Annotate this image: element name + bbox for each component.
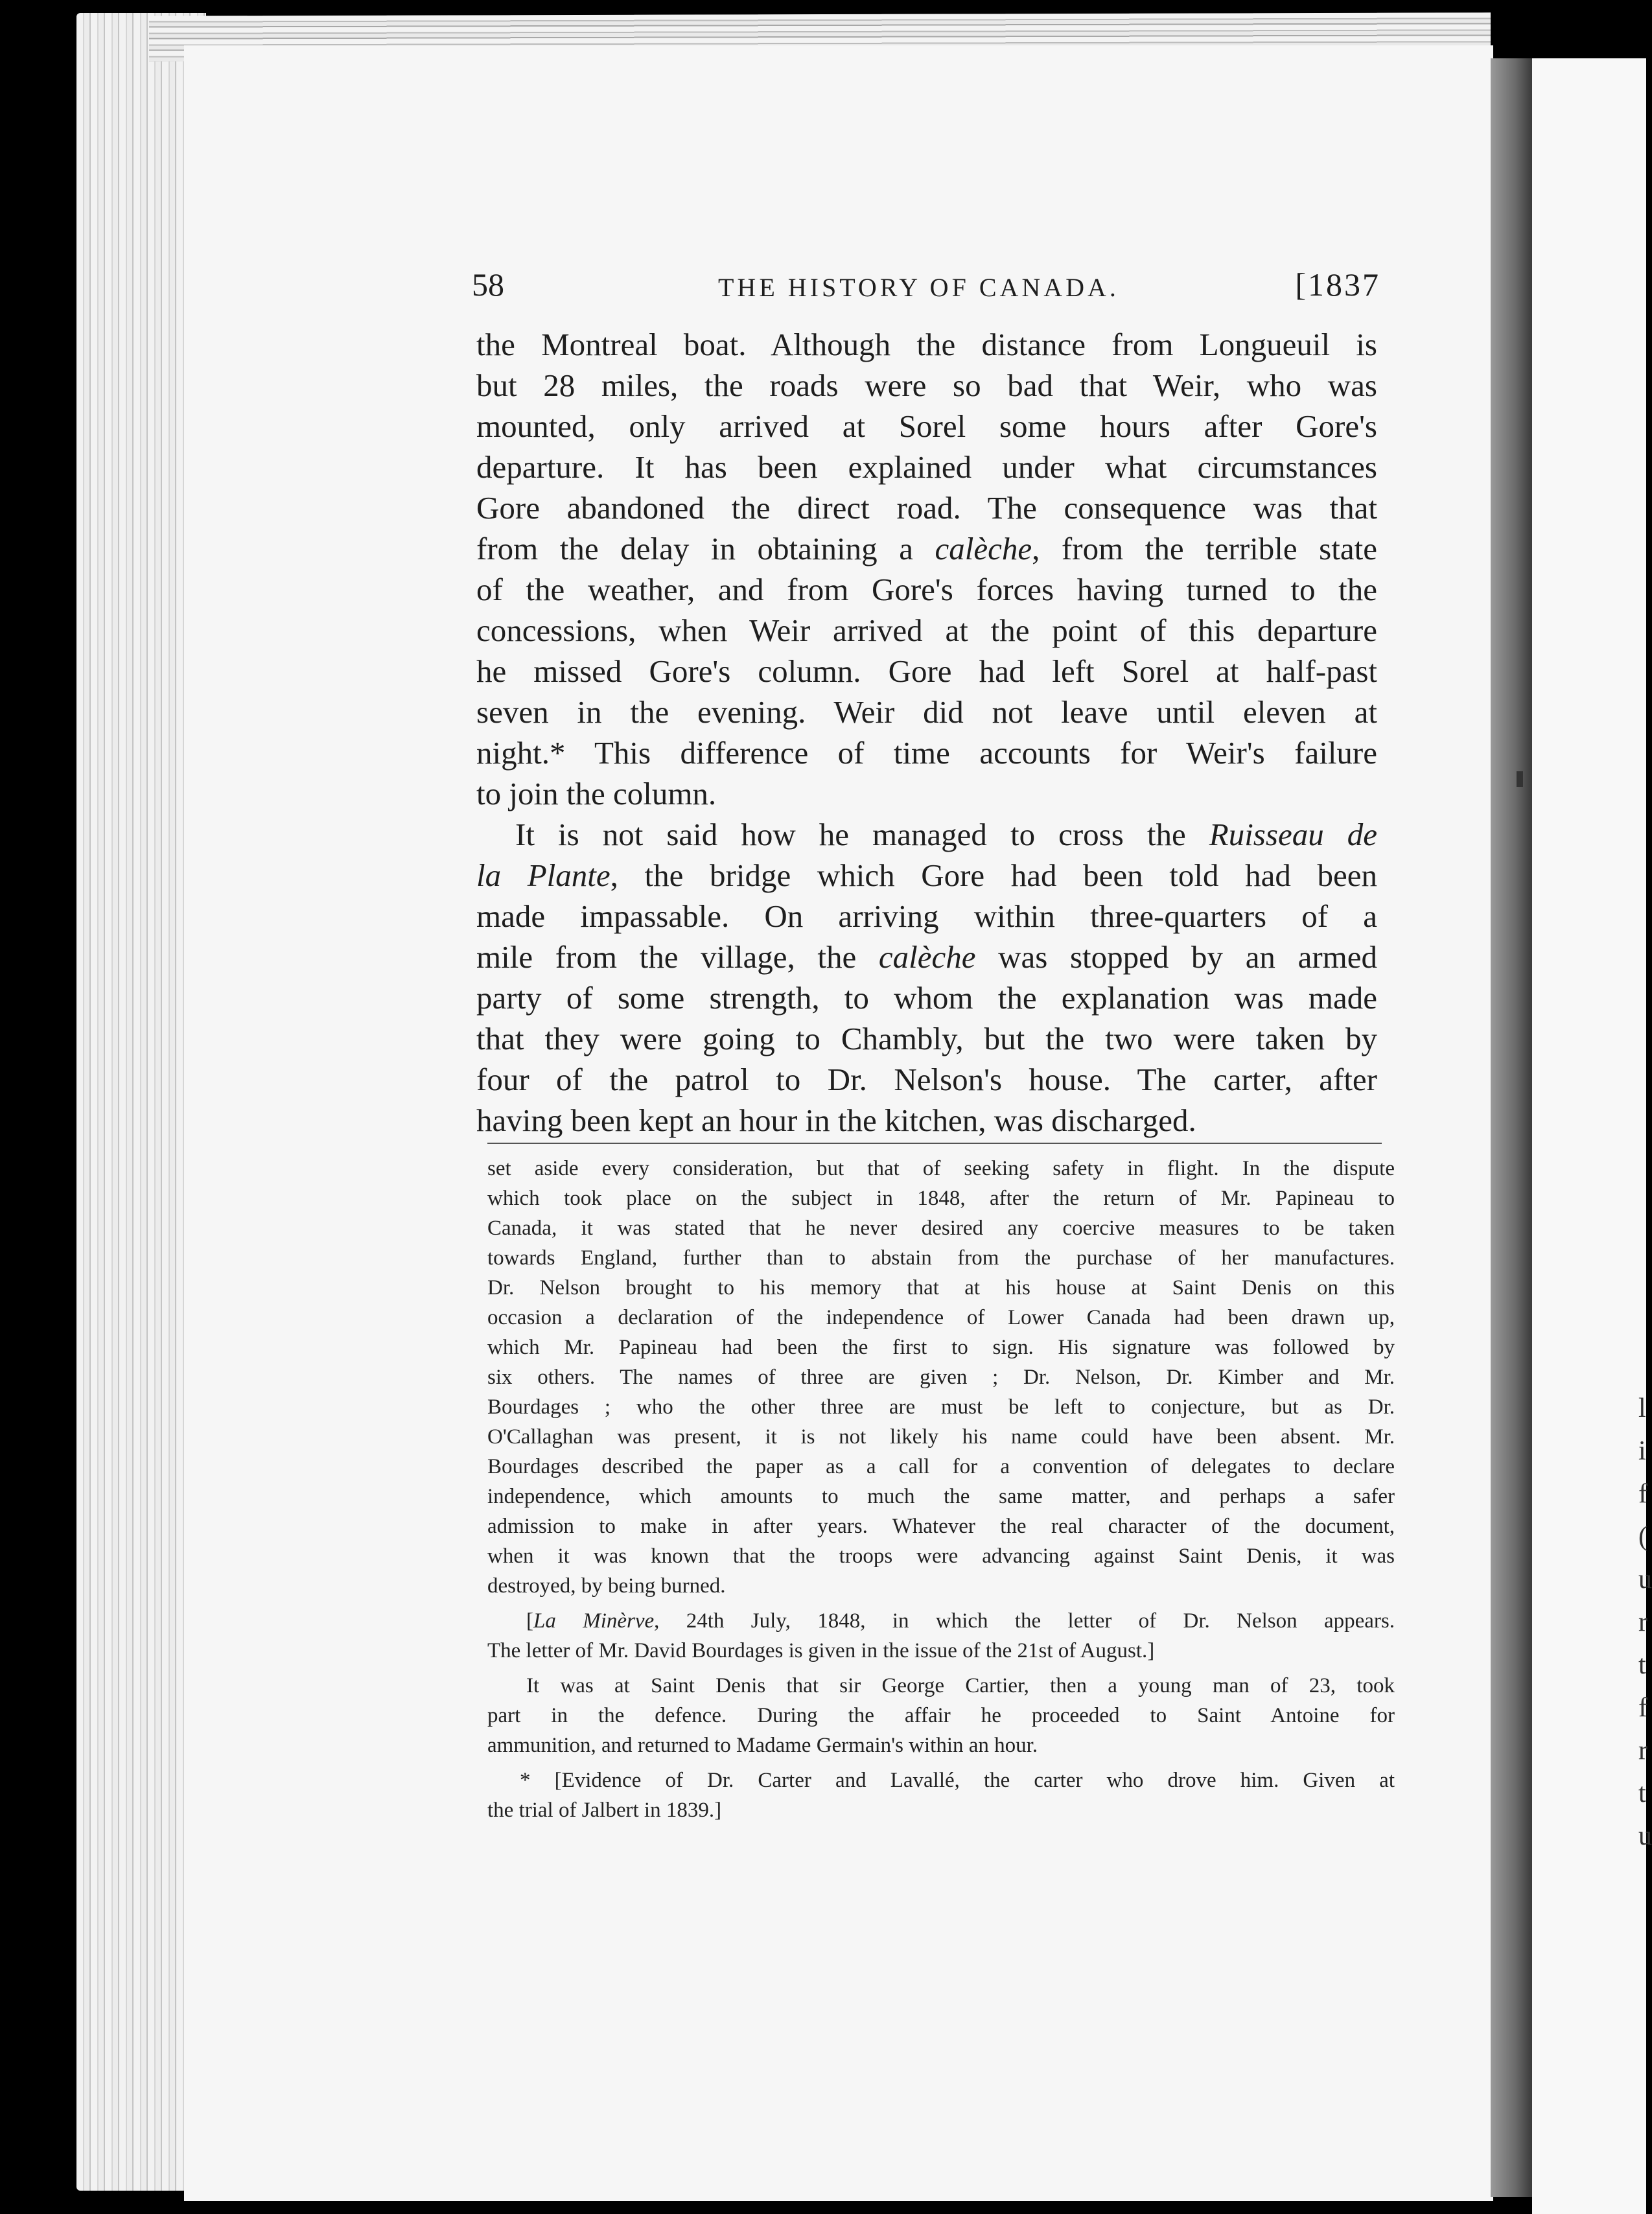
body-line: from the delay in obtaining a calèche, from the terrible state — [476, 531, 1377, 566]
body-line: four of the patrol to Dr. Nelson's house. The carter, after — [476, 1062, 1377, 1097]
margin-mark — [1517, 771, 1523, 787]
footnote-line: [La Minèrve, 24th July, 1848, in which the letter of Dr. Nelson appears. — [526, 1609, 1395, 1633]
footnote-line: towards England, further than to abstain from the purchase of her manufactures. — [487, 1246, 1395, 1270]
opp-letter: u — [1638, 1565, 1652, 1594]
footnote-line: * [Evidence of Dr. Carter and Lavallé, the carter who drove him. Given at — [520, 1769, 1395, 1792]
body-line: mounted, only arrived at Sorel some hours after Gore's — [476, 408, 1377, 444]
footnote-line: which Mr. Papineau had been the first to sign. His signature was followed by — [487, 1336, 1395, 1359]
body-line: mile from the village, the calèche was stopped by an armed — [476, 939, 1378, 975]
footnote-line: set aside every consideration, but that of seeking safety in flight. In the dispute — [487, 1157, 1395, 1180]
opp-letter: f — [1638, 1479, 1647, 1509]
footnote-line: Dr. Nelson brought to his memory that at his house at Saint Denis on this — [487, 1276, 1395, 1299]
body-line: seven in the evening. Weir did not leave until eleven at — [476, 694, 1377, 730]
body-line: to join the column. — [476, 776, 717, 811]
body-line: but 28 miles, the roads were so bad that Weir, who was — [476, 367, 1377, 403]
footnote-line: Canada, it was stated that he never desired any coercive measures to be taken — [487, 1217, 1395, 1240]
opp-letter: t — [1638, 1650, 1646, 1680]
footnote-line: destroyed, by being burned. — [487, 1574, 726, 1598]
running-head — [472, 266, 1379, 311]
footnote-line: It was at Saint Denis that sir George Cartier, then a young man of 23, took — [526, 1674, 1395, 1697]
footnote-line: Bourdages ; who the other three are must be left to conjecture, but as Dr. — [487, 1395, 1395, 1419]
footnote-line: the trial of Jalbert in 1839.] — [487, 1799, 722, 1822]
body-line: departure. It has been explained under what circumstances — [476, 449, 1377, 485]
opp-letter: r — [1638, 1607, 1647, 1637]
body-line: It is not said how he managed to cross the Ruisseau de — [515, 817, 1377, 852]
page-number: 58 — [472, 266, 504, 303]
body-line: night.* This difference of time accounts for Weir's failure — [476, 735, 1377, 771]
opp-letter: l — [1638, 1393, 1646, 1423]
footnote-line: Bourdages described the paper as a call for a convention of delegates to declare — [487, 1455, 1395, 1478]
footnote-line: when it was known that the troops were advancing against Saint Denis, it was — [487, 1544, 1395, 1568]
body-line: concessions, when Weir arrived at the point of this departure — [476, 612, 1377, 648]
body-text — [476, 324, 1377, 1141]
opposite-page — [1532, 58, 1646, 2214]
body-line: of the weather, and from Gore's forces having turned to the — [476, 572, 1377, 607]
running-title: THE HISTORY OF CANADA. — [718, 273, 1119, 302]
footnote-line: The letter of Mr. David Bourdages is given in the issue of the 21st of August.] — [487, 1639, 1155, 1662]
footnote-line: independence, which amounts to much the same matter, and perhaps a safer — [487, 1485, 1395, 1508]
footnote-line: ammunition, and returned to Madame Germain's within an hour. — [487, 1734, 1038, 1757]
body-line: that they were going to Chambly, but the two were taken by — [476, 1021, 1377, 1056]
body-line: he missed Gore's column. Gore had left Sorel at half-past — [476, 653, 1377, 689]
footnote-line: six others. The names of three are given ; Dr. Nelson, Dr. Kimber and Mr. — [487, 1366, 1395, 1389]
opp-letter: u — [1638, 1821, 1652, 1851]
body-line: Gore abandoned the direct road. The consequence was that — [476, 490, 1377, 526]
book-gutter — [1491, 58, 1532, 2197]
footnotes — [487, 1154, 1395, 1825]
footnote-line: O'Callaghan was present, it is not likely his name could have been absent. Mr. — [487, 1425, 1395, 1449]
footnote-line: admission to make in after years. Whatever the real character of the document, — [487, 1515, 1395, 1538]
footnote-line: which took place on the subject in 1848, after the return of Mr. Papineau to — [487, 1187, 1395, 1210]
opp-letter: i — [1638, 1436, 1646, 1466]
body-line: having been kept an hour in the kitchen, was discharged. — [476, 1102, 1196, 1138]
body-line: made impassable. On arriving within three-quarters of a — [476, 898, 1377, 934]
footnote-line: part in the defence. During the affair he proceeded to Saint Antoine for — [487, 1704, 1395, 1727]
opposite-page-letters — [1638, 1387, 1651, 1858]
body-line: the Montreal boat. Although the distance from Longueuil is — [476, 327, 1377, 362]
opp-letter: f — [1638, 1693, 1647, 1723]
footnote-rule — [487, 1143, 1382, 1144]
opp-letter: t — [1638, 1778, 1646, 1808]
running-year: [1837 — [1295, 266, 1380, 303]
body-line: la Plante, the bridge which Gore had been told had been — [476, 857, 1377, 893]
footnote-line: occasion a declaration of the independence of Lower Canada had been drawn up, — [487, 1306, 1395, 1329]
opp-letter: ( — [1638, 1522, 1647, 1552]
opp-letter: r — [1638, 1736, 1647, 1765]
body-line: party of some strength, to whom the explanation was made — [476, 980, 1377, 1016]
